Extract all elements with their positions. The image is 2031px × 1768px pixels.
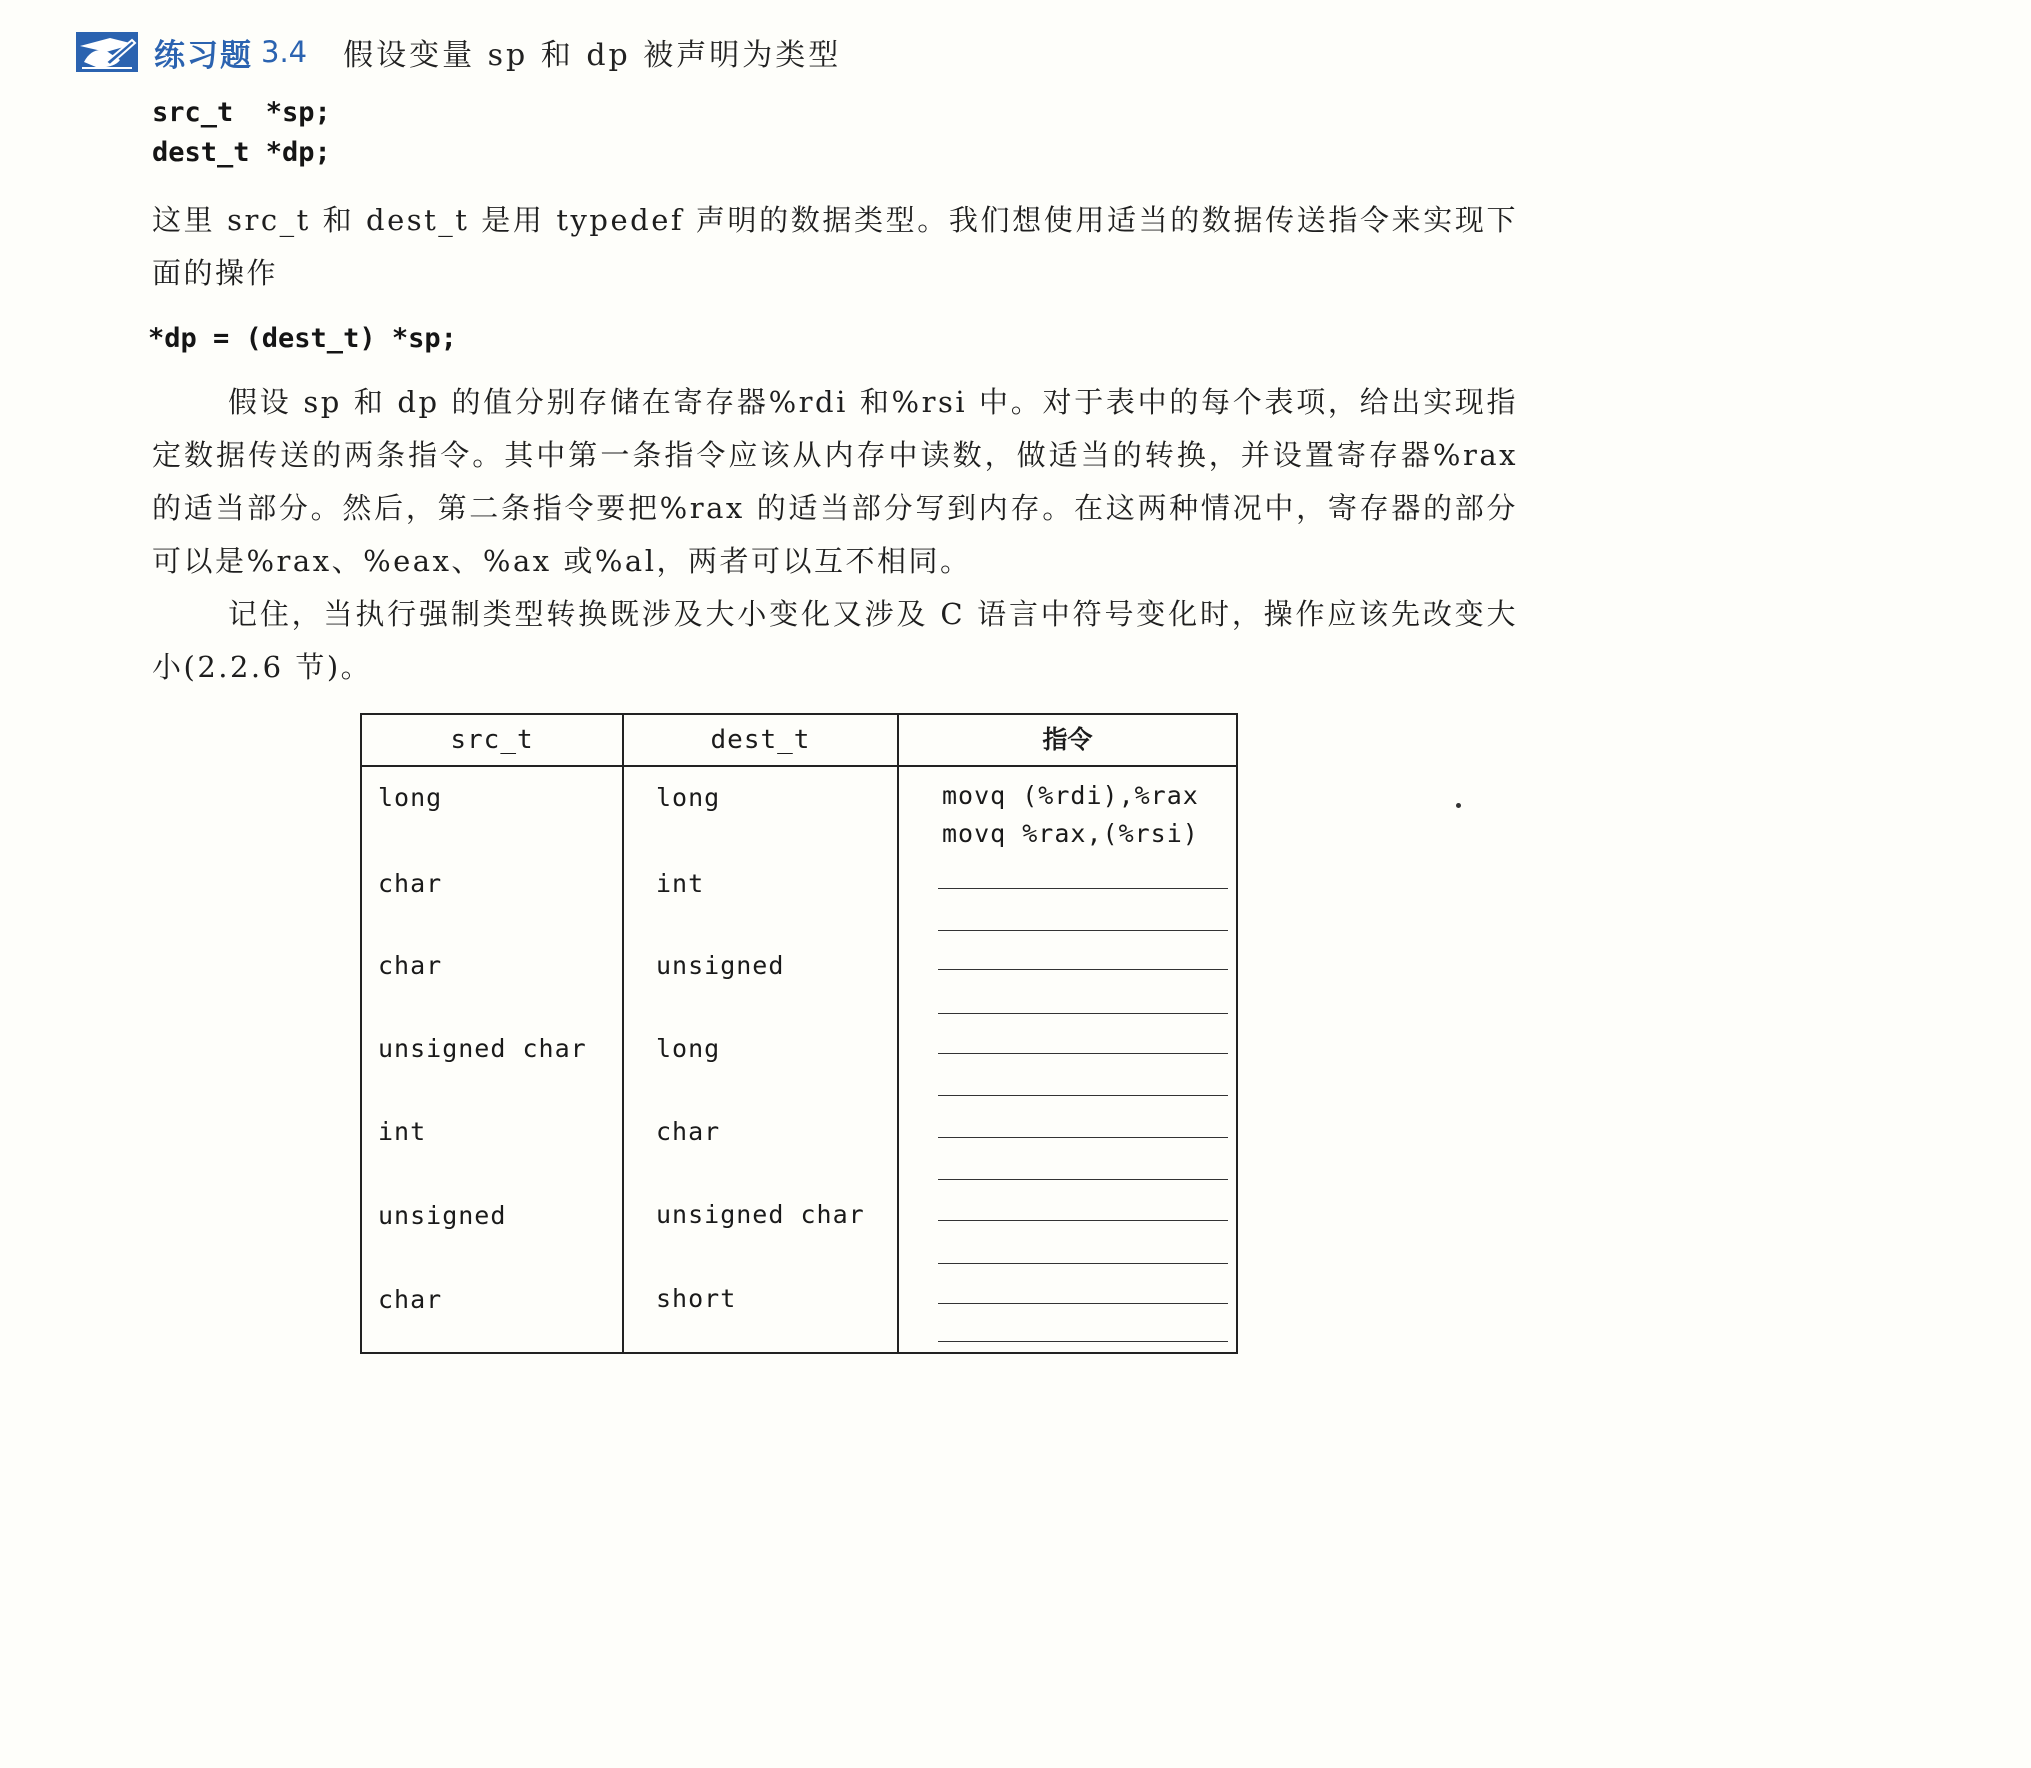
pencil-hand-icon (76, 32, 138, 72)
cell-dest-type: unsigned char (656, 1200, 865, 1229)
answer-blank[interactable] (938, 1220, 1228, 1221)
exercise-header (76, 28, 841, 76)
cell-dest-type: unsigned (656, 951, 785, 980)
exercise-label: 练习题 (154, 37, 253, 74)
cell-dest-type: char (656, 1117, 721, 1146)
cell-dest-type: int (656, 869, 705, 898)
cell-src-type: int (378, 1117, 427, 1146)
answer-blank[interactable] (938, 1263, 1228, 1264)
header-dest-t: dest_t (710, 725, 811, 755)
declaration-line: src_t *sp; (152, 97, 331, 128)
header-divider (362, 765, 1236, 767)
answer-blank[interactable] (938, 930, 1228, 931)
answer-blank[interactable] (938, 1341, 1228, 1342)
cell-dest-type: long (656, 1034, 721, 1063)
cell-src-type: char (378, 951, 443, 980)
answer-blank[interactable] (938, 1137, 1228, 1138)
declaration-line: dest_t *dp; (152, 137, 331, 168)
cell-dest-type: long (656, 783, 721, 812)
exercise-title: 假设变量 sp 和 dp 被声明为类型 (343, 38, 842, 73)
cell-src-type: char (378, 1285, 443, 1314)
answer-blank[interactable] (938, 1053, 1228, 1054)
answer-blank[interactable] (938, 1095, 1228, 1096)
cell-src-type: unsigned (378, 1201, 507, 1230)
intro-paragraph: 这里 src_t 和 dest_t 是用 typedef 声明的数据类型。我们想使用适当的数据传送指令来实现下面的操作 (152, 203, 1518, 290)
cell-instruction-2: movq %rax,(%rsi) (942, 819, 1199, 848)
cell-src-type: long (378, 783, 443, 812)
answer-blank[interactable] (938, 969, 1228, 970)
column-divider (622, 715, 624, 1352)
header-src-t: src_t (450, 725, 534, 755)
answer-blank[interactable] (938, 1013, 1228, 1014)
instructions-paragraph: 假设 sp 和 dp 的值分别存储在寄存器%rdi 和%rsi 中。对于表中的每个表项，给出实现指定数据传送的两条指令。其中第一条指令应该从内存中读数，做适当的转换，并设置寄存器%rax 的适当部分。然后，第二条指令要把%rax 的适当部分写到内存。在这两种情况中，寄存器的部分可以是%rax、%eax、%ax 或%al，两者可以互不相同。 (152, 385, 1518, 578)
column-divider (897, 715, 899, 1352)
assignment-statement: *dp = (dest_t) *sp; (148, 323, 457, 354)
cell-dest-type: short (656, 1284, 737, 1313)
answer-blank[interactable] (938, 1303, 1228, 1304)
cell-src-type: char (378, 869, 443, 898)
margin-dot (1456, 803, 1461, 808)
conversion-table (360, 713, 1238, 1354)
cell-instruction-1: movq (%rdi),%rax (942, 781, 1199, 810)
cell-src-type: unsigned char (378, 1034, 587, 1063)
exercise-number: 3.4 (261, 35, 308, 69)
answer-blank[interactable] (938, 888, 1228, 889)
answer-blank[interactable] (938, 1179, 1228, 1180)
header-instruction: 指令 (1042, 725, 1093, 754)
reminder-paragraph: 记住，当执行强制类型转换既涉及大小变化又涉及 C 语言中符号变化时，操作应该先改变大小(2.2.6 节)。 (152, 597, 1518, 684)
